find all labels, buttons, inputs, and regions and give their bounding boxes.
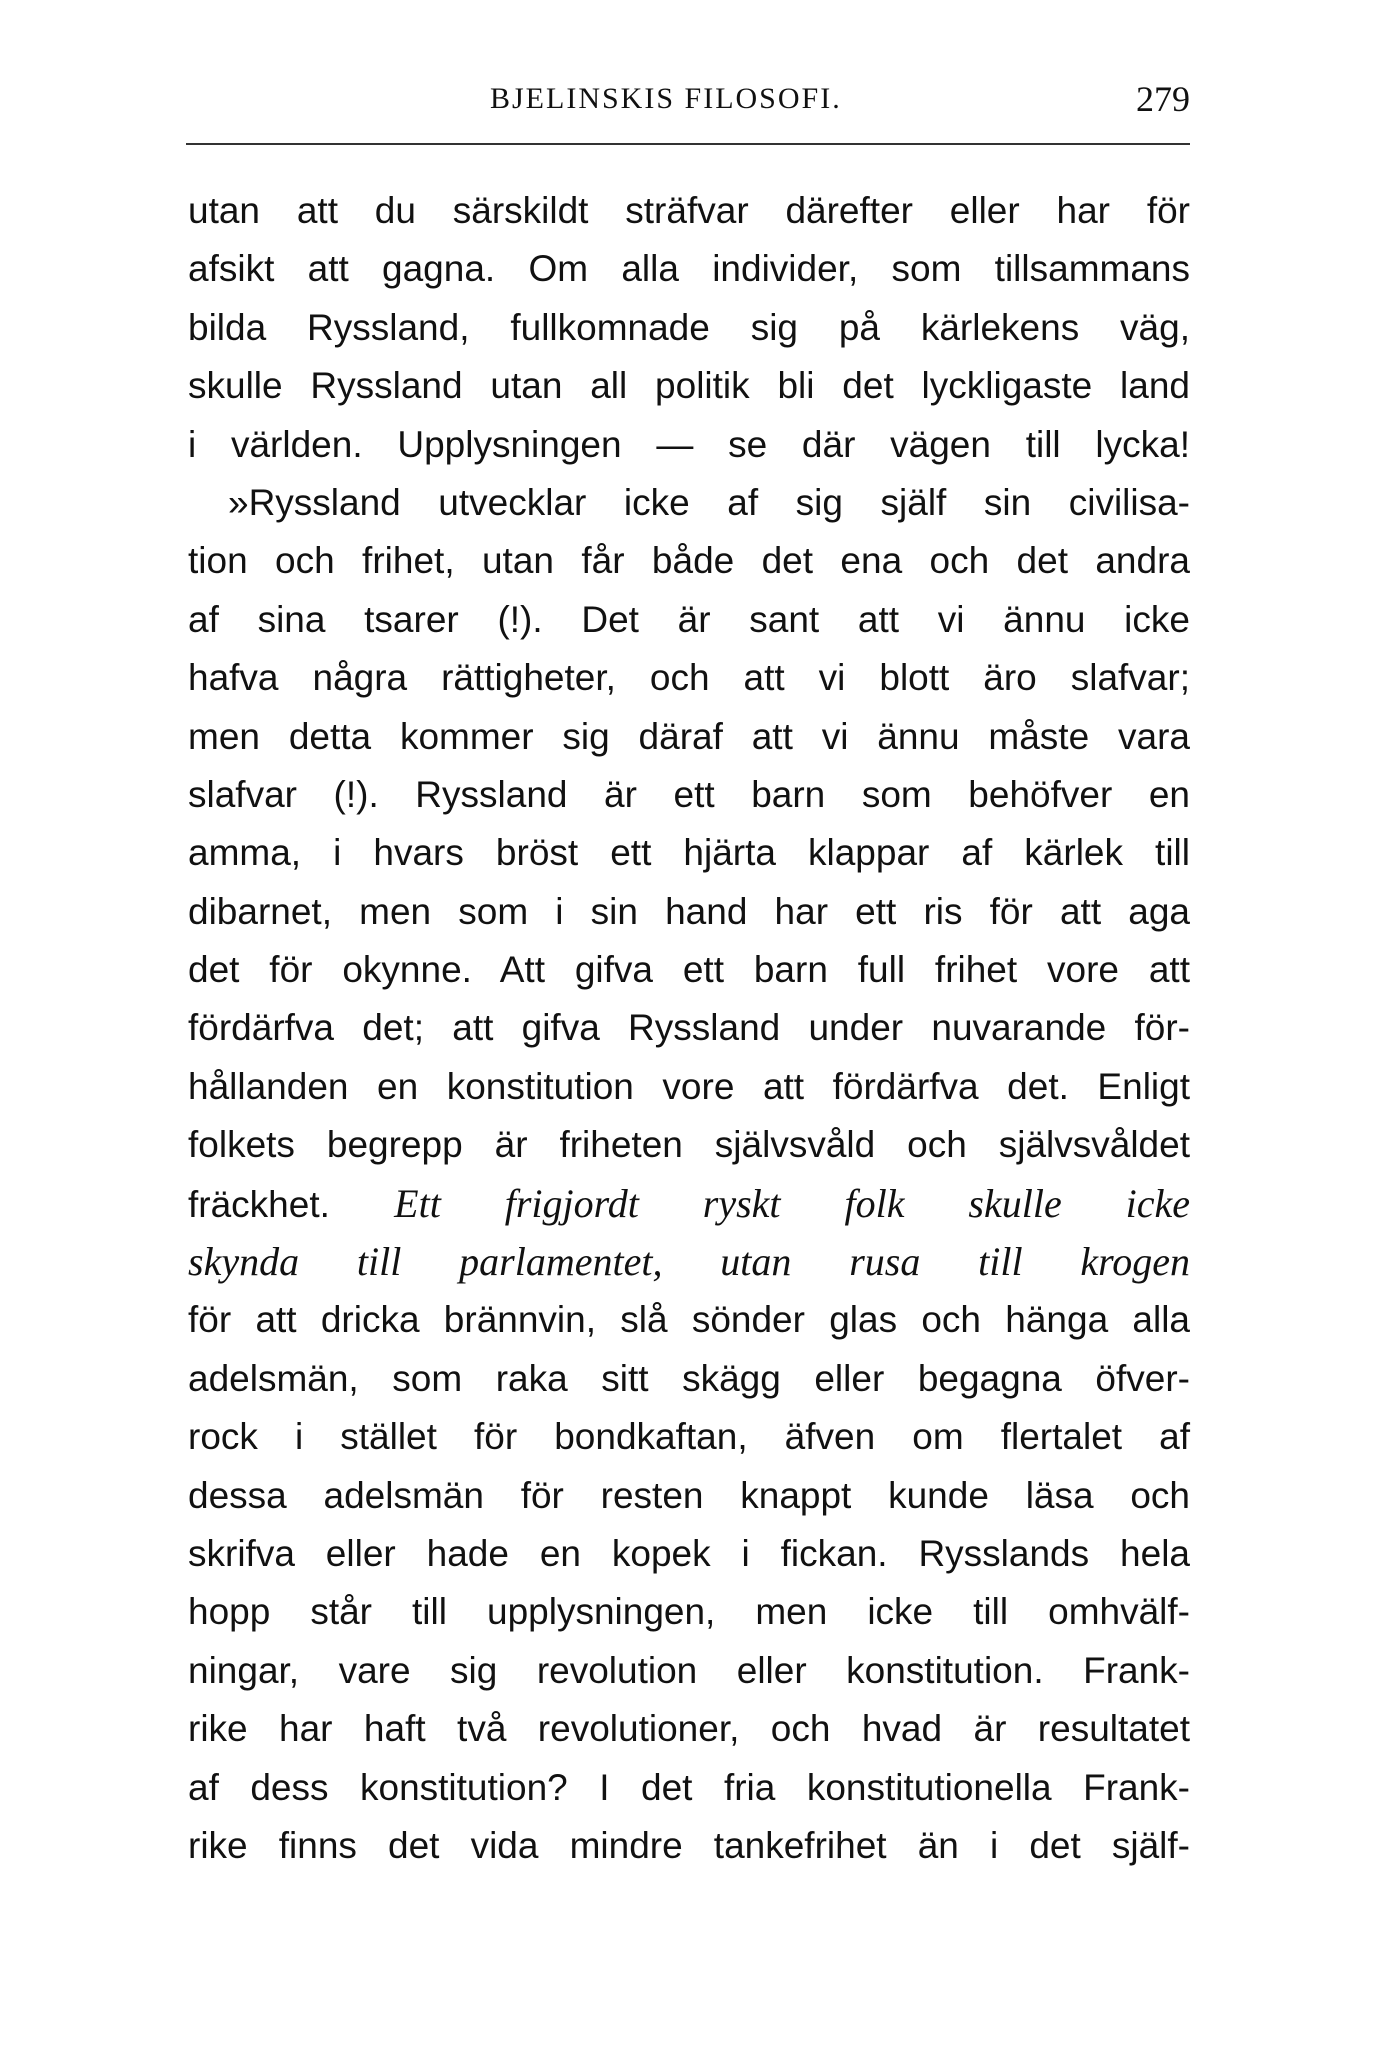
text-line: skrifva eller hade en kopek i fickan. Rysslands hela xyxy=(188,1532,1190,1574)
text-line: fördärfva det; att gifva Ryssland under nuvarande för- xyxy=(188,1007,1190,1049)
text-line: rike har haft två revolutioner, och hvad är resultatet xyxy=(188,1708,1190,1750)
text-line: men detta kommer sig däraf att vi ännu måste vara xyxy=(188,715,1190,757)
text-line: hållanden en konstitution vore att fördärfva det. Enligt xyxy=(188,1065,1190,1107)
text-line: hopp står till upplysningen, men icke till omhvälf- xyxy=(188,1591,1190,1633)
text-line: fräckhet. Ett frigjordt ryskt folk skulle icke xyxy=(188,1180,1191,1226)
text-line: adelsmän, som raka sitt skägg eller begagna öfver- xyxy=(188,1357,1190,1399)
running-head: BJELINSKIS FILOSOFI. xyxy=(490,82,842,115)
text-line: slafvar (!). Ryssland är ett barn som behöfver en xyxy=(188,773,1190,815)
text-line: det för okynne. Att gifva ett barn full frihet vore att xyxy=(188,949,1190,991)
text-line: tion och frihet, utan får både det ena och det andra xyxy=(188,540,1190,582)
text-line: af dess konstitution? I det fria konstitutionella Frank- xyxy=(188,1766,1190,1808)
header-rule xyxy=(186,143,1190,145)
text-line: utan att du särskildt sträfvar därefter eller har för xyxy=(188,190,1190,231)
text-line: dessa adelsmän för resten knappt kunde läsa och xyxy=(188,1474,1190,1516)
italic-text: Ett frigjordt ryskt folk skulle icke xyxy=(394,1180,1191,1226)
text-line: bilda Ryssland, fullkomnade sig på kärlekens väg, xyxy=(188,306,1190,348)
text-line: »Ryssland utvecklar icke af sig själf sin civilisa- xyxy=(228,481,1190,523)
text-line: för att dricka brännvin, slå sönder glas och hänga alla xyxy=(188,1299,1190,1341)
body-text xyxy=(188,182,1190,1875)
text-line: afsikt att gagna. Om alla individer, som tillsammans xyxy=(188,248,1190,290)
text-line: hafva några rättigheter, och att vi blott äro slafvar; xyxy=(188,657,1190,699)
text-line: amma, i hvars bröst ett hjärta klappar af kärlek till xyxy=(188,832,1190,874)
text-line: i världen. Upplysningen — se där vägen till lycka! xyxy=(188,423,1190,465)
text-line xyxy=(188,1233,1190,1291)
page-header xyxy=(188,78,1190,128)
text-line: rock i stället för bondkaftan, äfven om flertalet af xyxy=(188,1416,1190,1458)
text-line: rike finns det vida mindre tankefrihet än i det själf- xyxy=(188,1824,1190,1866)
text-line: skulle Ryssland utan all politik bli det lyckligaste land xyxy=(188,365,1190,407)
text-line: af sina tsarer (!). Det är sant att vi ännu icke xyxy=(188,598,1190,640)
text-line: ningar, vare sig revolution eller konstitution. Frank- xyxy=(188,1649,1190,1691)
page-number: 279 xyxy=(1136,79,1190,119)
text-line: folkets begrepp är friheten självsvåld och självsvåldet xyxy=(188,1124,1190,1166)
italic-text: skynda till parlamentet, utan rusa till krogen xyxy=(188,1239,1190,1285)
text-line: dibarnet, men som i sin hand har ett ris för att aga xyxy=(188,890,1190,932)
